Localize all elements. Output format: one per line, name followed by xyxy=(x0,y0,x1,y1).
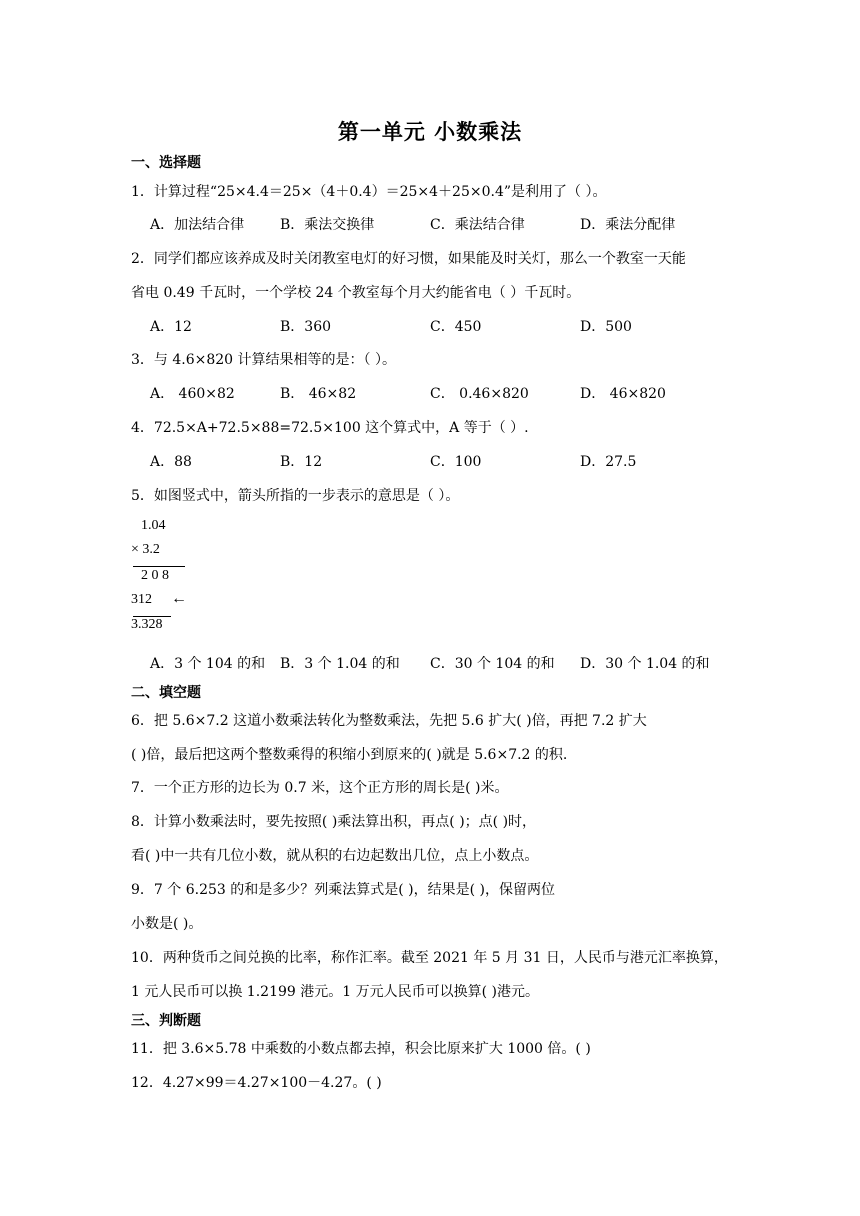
question-7: 7．一个正方形的边长为 0.7 米，这个正方形的周长是( )米。 xyxy=(131,780,509,796)
question-5-options xyxy=(150,653,750,673)
page-title: 第一单元 小数乘法 xyxy=(337,119,523,144)
option-b: B．360 xyxy=(280,319,332,335)
calc-line-1 xyxy=(133,566,185,567)
option-d: D．乘法分配律 xyxy=(580,217,676,233)
calc-partial-1: 2 0 8 xyxy=(141,568,169,583)
question-9-line-2: 小数是( )。 xyxy=(131,916,203,932)
option-a: A．88 xyxy=(150,454,192,470)
question-4-options xyxy=(150,451,750,471)
question-10-line-2: 1 元人民币可以换 1.2199 港元。1 万元人民币可以换算( )港元。 xyxy=(131,984,539,1000)
option-a: A．3 个 104 的和 xyxy=(150,656,266,672)
option-c: C．30 个 104 的和 xyxy=(430,656,555,672)
question-6-line-2: ( )倍，最后把这两个整数乘得的积缩小到原来的( )就是 5.6×7.2 的积. xyxy=(131,747,568,763)
option-d: D． 46×820 xyxy=(580,386,666,402)
option-b: B．乘法交换律 xyxy=(280,217,375,233)
question-4: 4．72.5×A+72.5×88=72.5×100 这个算式中，A 等于（ ）. xyxy=(131,420,529,436)
question-8-line-1: 8．计算小数乘法时，要先按照( )乘法算出积，再点( )；点( )时， xyxy=(131,814,537,830)
option-d: D．30 个 1.04 的和 xyxy=(580,656,710,672)
question-10-line-1: 10．两种货币之间兑换的比率，称作汇率。截至 2021 年 5 月 31 日，人民币与港元汇率换算， xyxy=(131,950,728,966)
question-12: 12．4.27×99＝4.27×100－4.27。( ) xyxy=(131,1075,382,1091)
option-a: A．12 xyxy=(150,319,192,335)
question-1-options xyxy=(150,214,750,234)
option-d: D．500 xyxy=(580,319,632,335)
option-d: D．27.5 xyxy=(580,454,637,470)
question-3-options xyxy=(150,383,750,403)
option-c: C．乘法结合律 xyxy=(430,217,525,233)
option-b: B．3 个 1.04 的和 xyxy=(280,656,400,672)
option-a: A．加法结合律 xyxy=(150,217,245,233)
option-a: A． 460×82 xyxy=(150,386,235,402)
question-2-line-1: 2．同学们都应该养成及时关闭教室电灯的好习惯，如果能及时关灯，那么一个教室一天能 xyxy=(131,251,686,267)
section-heading-choice: 一、选择题 xyxy=(131,155,201,171)
question-2-options xyxy=(150,316,750,336)
section-heading-fill: 二、填空题 xyxy=(131,685,201,701)
question-6-line-1: 6．把 5.6×7.2 这道小数乘法转化为整数乘法，先把 5.6 扩大( )倍，再把 7.2 扩大 xyxy=(131,713,647,729)
calc-multiplier: × 3.2 xyxy=(131,542,160,557)
question-5: 5．如图竖式中，箭头所指的一步表示的意思是（ ）。 xyxy=(131,488,460,504)
question-11: 11．把 3.6×5.78 中乘数的小数点都去掉，积会比原来扩大 1000 倍。( ) xyxy=(131,1041,591,1057)
calc-product: 3.328 xyxy=(131,617,163,632)
option-b: B．12 xyxy=(280,454,323,470)
section-heading-judge: 三、判断题 xyxy=(131,1013,201,1029)
question-2-line-2: 省电 0.49 千瓦时，一个学校 24 个教室每个月大约能省电（ ）千瓦时。 xyxy=(131,285,581,301)
calc-multiplicand: 1.04 xyxy=(141,518,166,533)
option-c: C． 0.46×820 xyxy=(430,386,529,402)
option-b: B． 46×82 xyxy=(280,386,357,402)
question-8-line-2: 看( )中一共有几位小数，就从积的右边起数出几位，点上小数点。 xyxy=(131,848,539,864)
option-c: C．450 xyxy=(430,319,482,335)
calc-partial-2: 312 xyxy=(131,592,152,607)
question-9-line-1: 9．7 个 6.253 的和是多少？列乘法算式是( )，结果是( )，保留两位 xyxy=(131,882,555,898)
vertical-multiplication xyxy=(131,518,211,638)
arrow-left-icon: ← xyxy=(171,590,187,607)
question-1: 1．计算过程“25×4.4＝25×（4＋0.4）＝25×4＋25×0.4”是利用了（ ）。 xyxy=(131,184,607,200)
question-3: 3．与 4.6×820 计算结果相等的是：（ ）。 xyxy=(131,352,396,368)
option-c: C．100 xyxy=(430,454,482,470)
